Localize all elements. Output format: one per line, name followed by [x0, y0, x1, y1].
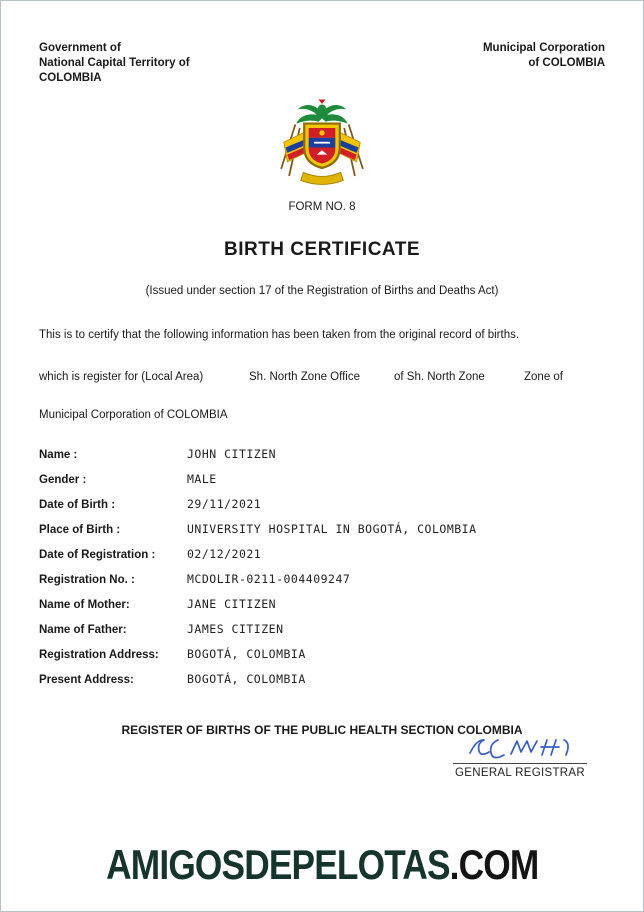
field-label: Date of Registration :: [39, 548, 156, 561]
field-row-registration-address: [39, 647, 605, 672]
field-value: 02/12/2021: [187, 546, 262, 561]
field-value: JOHN CITIZEN: [187, 446, 277, 461]
header-right-line1: Municipal Corporation: [482, 42, 605, 54]
field-label: Name of Mother:: [39, 598, 130, 611]
register-line-zoneof: Zone of: [524, 370, 563, 383]
field-value: JAMES CITIZEN: [187, 621, 284, 636]
signature-line: [453, 763, 587, 764]
field-label: Name of Father:: [39, 623, 127, 636]
field-label: Present Address:: [39, 673, 134, 686]
field-row-name: [39, 447, 605, 472]
registrar-signature-icon: [464, 733, 576, 761]
certificate-title: BIRTH CERTIFICATE: [223, 238, 421, 260]
header-left-line3: COLOMBIA: [39, 71, 102, 84]
field-label: Gender :: [39, 473, 87, 486]
watermark-suffix: .COM: [449, 841, 539, 888]
field-label: Date of Birth :: [39, 498, 116, 511]
header-left-line1: Government of: [39, 42, 121, 54]
field-value: MCDOLIR-0211-004409247: [187, 571, 351, 586]
register-line-office: Sh. North Zone Office: [249, 370, 361, 383]
field-value: UNIVERSITY HOSPITAL IN BOGOTÁ, COLOMBIA: [187, 521, 477, 536]
field-row-registration-no: [39, 572, 605, 597]
field-value: BOGOTÁ, COLOMBIA: [187, 671, 306, 686]
field-label: Place of Birth :: [39, 523, 121, 536]
header-left: [39, 41, 190, 86]
field-row-date-of-birth: [39, 497, 605, 522]
field-row-date-of-registration: [39, 547, 605, 572]
fields-section: [39, 447, 605, 697]
field-value: 29/11/2021: [187, 496, 262, 511]
field-label: Name :: [39, 448, 78, 461]
field-value: BOGOTÁ, COLOMBIA: [187, 646, 306, 661]
coat-of-arms: [39, 96, 605, 197]
watermark: [1, 841, 643, 889]
watermark-main: AMIGOSDEPELOTAS: [105, 841, 450, 888]
header-left-line2: National Capital Territory of: [39, 56, 190, 69]
field-row-place-of-birth: [39, 522, 605, 547]
register-line-part1: which is register for (Local Area): [39, 370, 204, 383]
register-line-corporation: Municipal Corporation of COLOMBIA: [39, 408, 228, 421]
colombia-coat-of-arms-icon: [276, 96, 368, 192]
field-value: JANE CITIZEN: [187, 596, 277, 611]
field-row-gender: [39, 472, 605, 497]
field-row-name-of-father: [39, 622, 605, 647]
signature-block: [453, 733, 587, 779]
header-right: [483, 41, 605, 86]
field-label: Registration No. :: [39, 573, 135, 586]
field-row-present-address: [39, 672, 605, 697]
register-line: [39, 371, 605, 383]
form-number: FORM NO. 8: [288, 200, 356, 213]
register-of-births-heading: REGISTER OF BIRTHS OF THE PUBLIC HEALTH SECTION COLOMBIA: [121, 722, 523, 737]
certificate-subtitle: (Issued under section 17 of the Registration of Births and Deaths Act): [145, 284, 499, 297]
field-value: MALE: [187, 471, 217, 486]
field-label: Registration Address:: [39, 648, 159, 661]
field-row-name-of-mother: [39, 597, 605, 622]
register-line-zone: of Sh. North Zone: [394, 370, 485, 383]
header: [39, 41, 605, 86]
registrar-title: GENERAL REGISTRAR: [455, 767, 585, 779]
certify-text: This is to certify that the following information has been taken from the original record of births.: [39, 328, 520, 341]
header-right-line2: of COLOMBIA: [528, 56, 605, 69]
